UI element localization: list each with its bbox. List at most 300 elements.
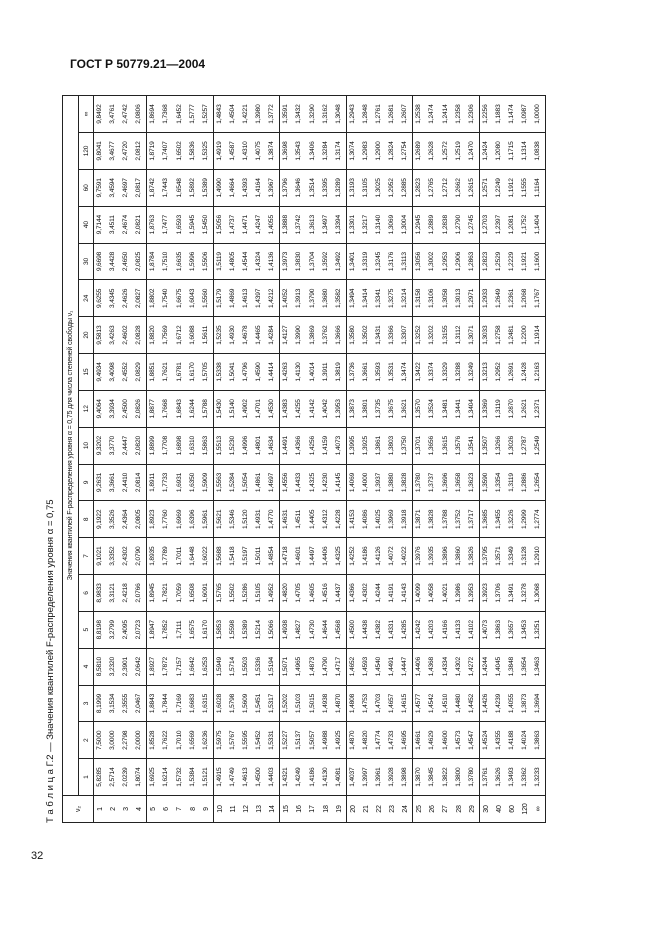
- table-cell: 1,7443: [160, 169, 173, 206]
- table-cell: 1,4143: [399, 575, 412, 612]
- table-cell: 1,4130: [320, 759, 333, 796]
- table-cell: 1,6396: [187, 501, 200, 538]
- table-cell: 1,4695: [399, 722, 412, 759]
- table-cell: 8,1999: [94, 685, 107, 722]
- table-cell: 1,2885: [399, 169, 412, 206]
- table-cell: 1,4255: [293, 390, 306, 427]
- table-cell: 1,1314: [519, 133, 532, 170]
- table-cell: 1,5066: [266, 611, 279, 648]
- table-cell: 9,2631: [94, 464, 107, 501]
- table-cell: 1,3319: [359, 243, 372, 280]
- table-cell: 1,8719: [147, 133, 160, 170]
- table-cell: 1,3737: [426, 464, 439, 501]
- table-cell: 1,5563: [213, 464, 226, 501]
- table-cell: 1,4843: [213, 96, 226, 133]
- table-cell: 1,2787: [519, 427, 532, 464]
- table-cell: 1,4634: [266, 427, 279, 464]
- table-row: [492, 96, 505, 823]
- table-row: [173, 96, 186, 823]
- table-cell: 1,2983: [359, 133, 372, 170]
- table-cell: 1,4203: [426, 611, 439, 648]
- table-cell: 3,3661: [107, 464, 120, 501]
- table-cell: 1,3112: [453, 317, 466, 354]
- table-cell: 1,3406: [306, 133, 319, 170]
- table-cell: 1,5105: [253, 575, 266, 612]
- table-cell: 1,7407: [160, 133, 173, 170]
- table-cell: 3,4761: [107, 96, 120, 133]
- table-row: [280, 96, 293, 823]
- table-cell: 1,5595: [240, 722, 253, 759]
- table-cell: 1,4256: [306, 427, 319, 464]
- table-cell: 1,2906: [453, 243, 466, 280]
- table-cell: 1,4242: [413, 611, 426, 648]
- table-cell: 1,5202: [280, 685, 293, 722]
- table-cell: 1,2249: [492, 169, 505, 206]
- table-cell: 1,3570: [413, 390, 426, 427]
- table-cell: 1,3790: [306, 280, 319, 317]
- table-cell: 1,4965: [293, 648, 306, 685]
- table-cell: 1,3422: [413, 354, 426, 391]
- table-cell: 1,3106: [426, 280, 439, 317]
- table-cell: 1,3706: [492, 575, 505, 612]
- table-cell: 1,4613: [240, 280, 253, 317]
- table-cell: 1,3441: [453, 390, 466, 427]
- table-cell: 1,8947: [147, 611, 160, 648]
- table-row: [466, 96, 479, 823]
- table-cell: 1,4355: [492, 722, 505, 759]
- table-cell: 2,0812: [133, 133, 146, 170]
- document-code: ГОСТ Р 50779.21—2004: [70, 57, 206, 71]
- table-cell: 1,3494: [346, 280, 359, 317]
- table-cell: 1,3780: [413, 464, 426, 501]
- table-cell: 1,0838: [532, 133, 545, 170]
- table-cell: 1,3953: [333, 390, 346, 427]
- table-cell: 1,2571: [479, 169, 492, 206]
- table-cell: 1,4820: [359, 722, 372, 759]
- table-cell: 1,2572: [439, 133, 452, 170]
- table-cell: 1,2621: [519, 390, 532, 427]
- table-cell: 9,6255: [94, 280, 107, 317]
- table-cell: 1,3414: [359, 280, 372, 317]
- table-cell: 1,3623: [466, 464, 479, 501]
- table-cell: 1,5513: [213, 427, 226, 464]
- table-cell: 9,5813: [94, 317, 107, 354]
- table-cell: 1,3288: [453, 354, 466, 391]
- table-cell: 2,4626: [120, 280, 133, 317]
- table-cell: 1,3591: [280, 96, 293, 133]
- table-cell: 1,4252: [346, 538, 359, 575]
- table-cell: 1,5284: [226, 464, 239, 501]
- table-cell: 1,4228: [333, 501, 346, 538]
- table-cell: 1,3896: [439, 538, 452, 575]
- table-cell: 1,3463: [532, 648, 545, 685]
- table-cell: 1,4212: [266, 280, 279, 317]
- table-cell: 1,5140: [226, 390, 239, 427]
- v2-row-label: 26: [426, 796, 439, 823]
- v2-row-label: 120: [519, 796, 532, 823]
- table-cell: 1,5688: [213, 538, 226, 575]
- table-cell: 1,4930: [226, 317, 239, 354]
- table-cell: 9,7591: [94, 169, 107, 206]
- table-cell: 1,2848: [359, 96, 372, 133]
- table-cell: 1,3493: [506, 759, 519, 796]
- table-row: [266, 96, 279, 823]
- table-cell: 1,2654: [532, 464, 545, 501]
- table-cell: 1,6310: [187, 427, 200, 464]
- table-cell: 1,4590: [253, 354, 266, 391]
- table-row: [133, 96, 146, 823]
- table-cell: 1,3613: [306, 206, 319, 243]
- f-quantile-table: [62, 95, 546, 823]
- table-cell: 1,4801: [253, 427, 266, 464]
- table-row: [506, 96, 519, 823]
- table-cell: 1,2823: [413, 169, 426, 206]
- table-cell: 1,5227: [280, 722, 293, 759]
- v2-row-label: 18: [320, 796, 333, 823]
- table-cell: 1,4042: [320, 390, 333, 427]
- table-cell: 1,5214: [253, 611, 266, 648]
- table-cell: 1,3507: [479, 427, 492, 464]
- table-cell: 1,4577: [413, 685, 426, 722]
- table-cell: 1,6091: [200, 575, 213, 612]
- table-cell: 1,5121: [200, 759, 213, 796]
- v2-row-label: 9: [200, 796, 213, 823]
- table-cell: 1,4919: [213, 133, 226, 170]
- table-cell: 1,4166: [439, 611, 452, 648]
- table-cell: 1,3013: [453, 280, 466, 317]
- table-cell: 1,5430: [213, 390, 226, 427]
- table-cell: 1,2774: [532, 501, 545, 538]
- table-cell: 1,3404: [466, 390, 479, 427]
- v2-row-label: 28: [453, 796, 466, 823]
- table-cell: 1,2765: [426, 169, 439, 206]
- table-cell: 1,3213: [479, 354, 492, 391]
- table-cell: 1,6448: [187, 538, 200, 575]
- v2-row-label: 21: [359, 796, 372, 823]
- table-cell: 1,3307: [399, 317, 412, 354]
- table-cell: 1,4524: [479, 722, 492, 759]
- table-cell: 1,4730: [306, 611, 319, 648]
- table-cell: 1,3289: [333, 169, 346, 206]
- table-cell: 1,4239: [492, 685, 505, 722]
- table-cell: 1,5137: [293, 722, 306, 759]
- v2-row-label: 27: [439, 796, 452, 823]
- v1-header-row: [79, 96, 94, 823]
- table-cell: 1,3822: [439, 759, 452, 796]
- v2-row-label: 3: [120, 796, 133, 823]
- table-cell: 1,2889: [426, 206, 439, 243]
- table-cell: 1,5621: [213, 501, 226, 538]
- table-cell: 1,5286: [240, 575, 253, 612]
- table-cell: 1,4406: [320, 538, 333, 575]
- table-cell: 1,4247: [253, 206, 266, 243]
- table-cell: 1,6022: [200, 538, 213, 575]
- table-cell: 1,3675: [386, 390, 399, 427]
- table-cell: 1,5452: [253, 722, 266, 759]
- table-cell: 1,3986: [453, 575, 466, 612]
- table-cell: 1,3113: [399, 243, 412, 280]
- table-cell: 1,3214: [399, 280, 412, 317]
- table-cell: 1,6925: [147, 759, 160, 796]
- table-cell: 1,4510: [439, 685, 452, 722]
- table-cell: 1,6043: [187, 280, 200, 317]
- table-cell: 1,2424: [479, 133, 492, 170]
- v1-column-header: 15: [79, 354, 94, 391]
- table-cell: 1,3401: [346, 243, 359, 280]
- table-cell: 1,3374: [426, 354, 439, 391]
- table-cell: 1,5418: [226, 538, 239, 575]
- v2-row-label: 25: [413, 796, 426, 823]
- table-cell: 1,4014: [306, 354, 319, 391]
- table-cell: 1,4988: [320, 722, 333, 759]
- table-row: [479, 96, 492, 823]
- table-cell: 2,0766: [133, 575, 146, 612]
- table-cell: 1,4130: [293, 354, 306, 391]
- v2-row-label: 14: [266, 796, 279, 823]
- table-cell: 1,3871: [413, 501, 426, 538]
- page-number: 32: [31, 850, 44, 862]
- table-row: [120, 96, 133, 823]
- table-cell: 1,5560: [200, 280, 213, 317]
- table-cell: 1,8784: [147, 243, 160, 280]
- v1-column-header: 7: [79, 538, 94, 575]
- v2-row-label: 23: [386, 796, 399, 823]
- table-cell: 1,2256: [479, 96, 492, 133]
- v1-column-header: 120: [79, 133, 94, 170]
- table-cell: 1,7821: [160, 575, 173, 612]
- table-cell: 1,4931: [253, 501, 266, 538]
- table-cell: 1,3033: [479, 317, 492, 354]
- table-cell: 1,5777: [187, 96, 200, 133]
- table-cell: 1,3913: [293, 280, 306, 317]
- table-cell: 1,4827: [293, 611, 306, 648]
- table-cell: 1,2953: [439, 243, 452, 280]
- table-cell: 1,3576: [453, 427, 466, 464]
- table-cell: 1,3911: [320, 354, 333, 391]
- table-cell: 1,2999: [519, 501, 532, 538]
- table-cell: 1,5996: [187, 243, 200, 280]
- table-cell: 1,3543: [293, 133, 306, 170]
- table-cell: 1,4334: [439, 648, 452, 685]
- table-cell: 1,3582: [333, 280, 346, 317]
- table-cell: 1,4191: [386, 575, 399, 612]
- table-cell: 1,4873: [306, 648, 319, 685]
- table-cell: 1,4393: [240, 169, 253, 206]
- table-cell: 1,4244: [373, 575, 386, 612]
- table-cell: 1,4186: [306, 759, 319, 796]
- table-cell: 1,7852: [160, 611, 173, 648]
- table-cell: 1,4516: [320, 575, 333, 612]
- table-row: [453, 96, 466, 823]
- table-cell: 1,3863: [492, 611, 505, 648]
- table-cell: 1,4438: [359, 611, 372, 648]
- table-cell: 1,6236: [200, 722, 213, 759]
- table-cell: 1,5230: [226, 427, 239, 464]
- table-cell: 2,2798: [120, 722, 133, 759]
- v1-column-header: 5: [79, 611, 94, 648]
- table-cell: 1,4024: [519, 722, 532, 759]
- table-cell: 1,7733: [160, 464, 173, 501]
- table-cell: 1,4159: [320, 427, 333, 464]
- table-row: [426, 96, 439, 823]
- table-cell: 1,5975: [213, 722, 226, 759]
- table-cell: 1,4678: [240, 317, 253, 354]
- table-cell: 1,3826: [466, 538, 479, 575]
- table-cell: 1,4403: [266, 759, 279, 796]
- table-cell: 1,3654: [519, 648, 532, 685]
- table-cell: 1,2397: [492, 206, 505, 243]
- table-cell: 2,0239: [120, 759, 133, 796]
- table-cell: 1,4697: [266, 464, 279, 501]
- table-cell: 1,4099: [413, 575, 426, 612]
- table-cell: 1,4500: [253, 759, 266, 796]
- table-cell: 1,4397: [253, 280, 266, 317]
- table-cell: 1,5056: [213, 206, 226, 243]
- table-body: [94, 96, 546, 823]
- table-cell: 1,4244: [479, 648, 492, 685]
- table-cell: 1,4753: [359, 685, 372, 722]
- table-cell: 1,4249: [293, 759, 306, 796]
- rotated-table-block: [43, 95, 543, 823]
- table-cell: 1,4701: [253, 390, 266, 427]
- table-cell: 1,7844: [160, 685, 173, 722]
- table-row: [200, 96, 213, 823]
- table-cell: 1,3068: [532, 575, 545, 612]
- table-cell: 1,4325: [306, 464, 319, 501]
- table-cell: 1,3394: [333, 206, 346, 243]
- table-cell: 1,6569: [187, 722, 200, 759]
- table-cell: 1,4915: [213, 759, 226, 796]
- table-cell: 5,8285: [94, 759, 107, 796]
- table-cell: 1,7368: [160, 96, 173, 133]
- table-cell: 1,3162: [320, 96, 333, 133]
- table-cell: 1,2754: [399, 133, 412, 170]
- table-cell: 1,1912: [506, 169, 519, 206]
- table-cell: 1,1404: [532, 206, 545, 243]
- table-cell: 1,4480: [453, 685, 466, 722]
- table-cell: 1,6452: [173, 96, 186, 133]
- table-cell: 1,3541: [466, 427, 479, 464]
- table-cell: 1,3071: [466, 317, 479, 354]
- table-row: [94, 96, 107, 823]
- table-cell: 1,4164: [253, 169, 266, 206]
- table-cell: 1,2952: [386, 169, 399, 206]
- table-cell: 9,4934: [94, 354, 107, 391]
- table-cell: 1,4285: [399, 611, 412, 648]
- table-cell: 1,3226: [506, 501, 519, 538]
- table-cell: 1,8927: [147, 648, 160, 685]
- table-cell: 1,4805: [226, 243, 239, 280]
- table-cell: 1,6675: [173, 280, 186, 317]
- v2-row-label: 24: [399, 796, 412, 823]
- table-cell: 1,7011: [173, 538, 186, 575]
- table-cell: 1,4540: [373, 648, 386, 685]
- table-cell: 1,2414: [439, 96, 452, 133]
- table-cell: 2,0814: [133, 464, 146, 501]
- table-cell: 3,4345: [107, 280, 120, 317]
- table-row: [240, 96, 253, 823]
- table-cell: 1,3341: [373, 280, 386, 317]
- table-cell: 1,3937: [373, 464, 386, 501]
- table-cell: 1,3249: [466, 354, 479, 391]
- table-cell: 2,0826: [133, 390, 146, 427]
- table-cell: 1,4055: [266, 206, 279, 243]
- table-cell: 1,2712: [439, 169, 452, 206]
- table-row: [226, 96, 239, 823]
- table-cell: 2,3555: [120, 685, 133, 722]
- table-cell: 1,3329: [439, 354, 452, 391]
- table-cell: 1,4925: [333, 722, 346, 759]
- table-cell: 1,3571: [492, 538, 505, 575]
- table-cell: 1,4661: [413, 722, 426, 759]
- v2-row-label: 4: [133, 796, 146, 823]
- table-cell: 1,2681: [386, 96, 399, 133]
- table-cell: 1,3742: [293, 206, 306, 243]
- table-cell: 1,2470: [466, 133, 479, 170]
- table-cell: 1,3819: [333, 354, 346, 391]
- table-cell: 1,4312: [320, 501, 333, 538]
- table-cell: 1,5909: [200, 464, 213, 501]
- table-cell: 1,3155: [439, 317, 452, 354]
- table-cell: 1,6843: [173, 390, 186, 427]
- table-cell: 1,4021: [439, 575, 452, 612]
- table-cell: 1,6781: [173, 354, 186, 391]
- table-cell: 1,3140: [373, 206, 386, 243]
- table-cell: 1,2474: [426, 96, 439, 133]
- table-cell: 1,3646: [293, 169, 306, 206]
- table-cell: 1,8763: [147, 206, 160, 243]
- table-cell: 1,4142: [306, 390, 319, 427]
- table-cell: 1,2863: [466, 243, 479, 280]
- table-cell: 1,4869: [226, 280, 239, 317]
- table-cell: 9,1021: [94, 538, 107, 575]
- v2-row-label: 16: [293, 796, 306, 823]
- table-cell: 1,5732: [173, 759, 186, 796]
- table-cell: 1,2068: [519, 280, 532, 317]
- table-cell: 1,6593: [173, 206, 186, 243]
- table-cell: 1,3925: [359, 427, 372, 464]
- table-cell: 1,8074: [133, 759, 146, 796]
- table-cell: 1,2703: [479, 206, 492, 243]
- table-cell: 1,2758: [492, 317, 505, 354]
- table-cell: 1,3615: [439, 427, 452, 464]
- table-cell: 1,6028: [213, 685, 226, 722]
- table-cell: 1,7157: [173, 648, 186, 685]
- table-cell: 1,3284: [320, 133, 333, 170]
- table-cell: 3,3934: [107, 390, 120, 427]
- table-row: [359, 96, 372, 823]
- table-cell: 1,4069: [346, 464, 359, 501]
- table-cell: 2,4552: [120, 354, 133, 391]
- table-row: [413, 96, 426, 823]
- table-cell: 1,4718: [280, 538, 293, 575]
- table-cell: 1,4405: [306, 501, 319, 538]
- table-cell: 1,4556: [280, 464, 293, 501]
- table-cell: 1,5317: [266, 685, 279, 722]
- table-cell: 1,3762: [320, 317, 333, 354]
- table-cell: 1,5863: [200, 427, 213, 464]
- table-cell: 1,4126: [373, 538, 386, 575]
- table-cell: 1,4568: [333, 611, 346, 648]
- table-cell: 1,5071: [280, 648, 293, 685]
- table-cell: 3,0000: [107, 722, 120, 759]
- v1-column-header: 1: [79, 759, 94, 796]
- table-cell: 1,5194: [266, 648, 279, 685]
- table-cell: 1,5714: [226, 648, 239, 685]
- table-cell: 1,4025: [373, 501, 386, 538]
- table-cell: 1,4368: [426, 648, 439, 685]
- table-cell: 1,3898: [399, 759, 412, 796]
